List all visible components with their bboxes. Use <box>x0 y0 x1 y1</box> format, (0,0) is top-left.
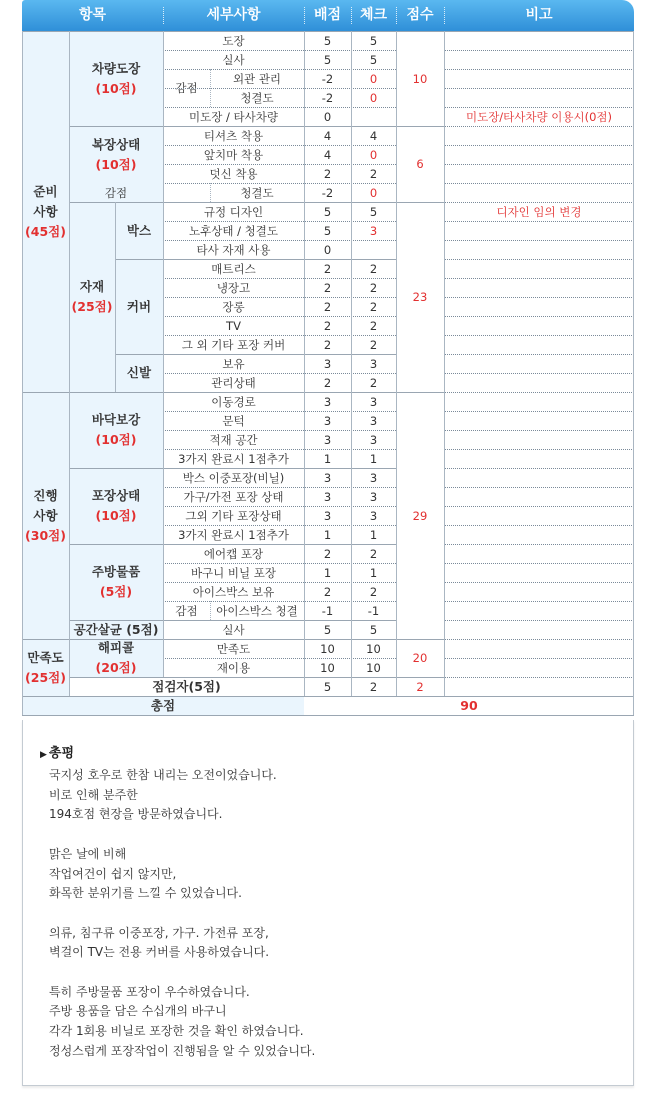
category-title: 자재 <box>79 279 105 294</box>
check-cell: 3 <box>369 432 378 447</box>
category-title: 포장상태 <box>91 488 141 503</box>
summary-paragraph <box>49 983 315 1062</box>
check-cell: 2 <box>369 584 378 599</box>
check-cell: 5 <box>369 204 378 219</box>
check-cell: 2 <box>369 337 378 352</box>
summary-paragraph <box>49 766 315 825</box>
points-cell: 5 <box>323 622 332 637</box>
summary-line: 벽걸이 TV는 전용 커버를 사용하였습니다. <box>49 945 270 960</box>
detail-label: 실사 <box>222 622 245 637</box>
detail-label: 매트리스 <box>211 261 256 276</box>
category-title: 진행 <box>33 487 58 503</box>
points-cell: 2 <box>323 337 332 352</box>
row-divider <box>444 525 634 526</box>
header-item: 항목 <box>78 7 107 23</box>
row-divider <box>69 126 396 127</box>
category-prep <box>22 31 69 392</box>
total-label: 총점 <box>22 696 304 715</box>
row-divider <box>163 658 396 659</box>
category-points: (10점) <box>95 432 137 447</box>
row-divider <box>163 183 396 184</box>
category-title: 신발 <box>126 365 152 380</box>
check-cell: 0 <box>369 185 378 200</box>
points-cell: 2 <box>323 375 332 390</box>
summary-line: 각각 1회용 비닐로 포장한 것을 확인 하였습니다. <box>49 1024 304 1039</box>
row-divider <box>444 392 634 393</box>
detail-label: TV <box>226 318 241 333</box>
summary-title: ▶ 총평 <box>40 746 75 761</box>
row-divider <box>22 715 634 716</box>
inspector-label: 점검자(5점) <box>152 678 221 694</box>
row-divider <box>163 411 396 412</box>
row-divider <box>444 316 634 317</box>
check-cell: 1 <box>369 527 378 542</box>
row-divider <box>163 145 396 146</box>
deduct-label: 감점 <box>69 183 163 202</box>
row-divider <box>444 620 634 621</box>
points-cell: 3 <box>323 356 332 371</box>
note-cell: 디자인 임의 변경 <box>496 204 582 219</box>
detail-label: 가구/가전 포장 상태 <box>183 489 284 504</box>
detail-label: 그 외 기타 포장 커버 <box>181 337 286 352</box>
row-divider <box>163 297 396 298</box>
row-divider <box>22 392 396 393</box>
score-cell: 10 <box>412 71 428 86</box>
category-points: (20점) <box>95 660 137 675</box>
row-divider <box>69 620 396 621</box>
header-separator <box>351 7 352 24</box>
detail-label: 타사 자재 사용 <box>196 242 271 257</box>
row-divider <box>22 639 396 640</box>
row-divider <box>444 202 634 203</box>
detail-label: 바구니 비닐 포장 <box>190 565 277 580</box>
detail-label: 앞치마 착용 <box>203 147 264 162</box>
row-divider <box>444 88 634 89</box>
points-cell: 5 <box>323 223 332 238</box>
row-divider <box>444 259 634 260</box>
column-divider <box>22 31 23 715</box>
subcategory-box <box>115 202 163 259</box>
row-divider <box>163 50 396 51</box>
check-cell: 2 <box>369 280 378 295</box>
row-divider <box>444 183 634 184</box>
detail-label: 에어캡 포장 <box>203 546 264 561</box>
detail-label: 덧신 착용 <box>209 166 258 181</box>
row-divider <box>69 202 396 203</box>
category-points: (10점) <box>95 508 137 523</box>
subcategory-happycall <box>69 639 163 677</box>
check-cell: 2 <box>369 299 378 314</box>
subcategory-space <box>69 620 163 639</box>
category-points: (45점) <box>25 223 66 239</box>
deduct-label: 감점 <box>175 81 198 95</box>
row-divider <box>115 354 396 355</box>
row-divider <box>163 69 396 70</box>
detail-label: 장롱 <box>222 299 245 314</box>
detail-label: 아이스박스 청결 <box>216 603 298 618</box>
summary-line: 작업여건이 쉽지 않지만, <box>49 866 177 881</box>
points-cell: 2 <box>323 280 332 295</box>
row-divider <box>163 582 396 583</box>
summary-line: 주방 용품을 담은 수십개의 바구니 <box>49 1004 227 1019</box>
header-note: 비고 <box>525 7 553 23</box>
row-divider <box>69 677 396 678</box>
total-value: 90 <box>460 697 478 713</box>
row-divider <box>444 126 634 127</box>
summary-line: 194호점 현장을 방문하였습니다. <box>49 807 223 822</box>
summary-line: 화목한 분위기를 느낄 수 있었습니다. <box>49 886 242 901</box>
check-cell: 5 <box>369 622 378 637</box>
check-cell: 3 <box>369 508 378 523</box>
points-cell: 2 <box>323 318 332 333</box>
detail-label: 냉장고 <box>216 280 251 295</box>
detail-label: 도장 <box>222 33 245 48</box>
category-title: 준비 <box>33 183 58 199</box>
check-cell: 2 <box>369 261 378 276</box>
row-divider <box>444 69 634 70</box>
detail-label: 이동경로 <box>211 394 256 409</box>
check-cell: 2 <box>369 375 378 390</box>
points-cell: 3 <box>323 413 332 428</box>
points-cell: 10 <box>320 641 335 656</box>
subcategory-shoes <box>115 354 163 392</box>
row-divider <box>22 696 396 697</box>
points-cell: -2 <box>321 71 334 86</box>
points-cell: 3 <box>323 470 332 485</box>
category-progress <box>22 392 69 639</box>
row-divider <box>444 145 634 146</box>
detail-label: 규정 디자인 <box>203 204 264 219</box>
subcategory-cover <box>115 259 163 354</box>
row-divider <box>444 506 634 507</box>
points-cell: 3 <box>323 394 332 409</box>
row-divider <box>444 373 634 374</box>
points-cell: 3 <box>323 489 332 504</box>
header-score: 점수 <box>406 7 434 23</box>
row-divider <box>69 468 396 469</box>
column-divider <box>444 31 445 696</box>
row-divider <box>444 411 634 412</box>
column-divider <box>396 31 397 696</box>
subcategory-packing <box>69 468 163 544</box>
points-cell: 10 <box>320 660 335 675</box>
category-title: 사항 <box>33 507 58 523</box>
row-divider <box>163 601 396 602</box>
points-cell: -2 <box>321 185 334 200</box>
row-divider <box>444 335 634 336</box>
column-divider <box>304 31 305 696</box>
row-divider <box>444 297 634 298</box>
row-divider <box>444 354 634 355</box>
column-divider <box>210 601 211 620</box>
header-detail: 세부사항 <box>206 7 261 23</box>
check-cell: 5 <box>369 33 378 48</box>
row-divider <box>444 582 634 583</box>
row-divider <box>163 164 396 165</box>
column-divider <box>633 31 634 715</box>
category-title: 박스 <box>126 222 152 238</box>
row-divider <box>444 639 634 640</box>
score-cell: 29 <box>412 508 428 523</box>
check-cell: 10 <box>366 660 381 675</box>
check-cell: 4 <box>369 128 378 143</box>
row-divider <box>444 468 634 469</box>
category-points: (25점) <box>25 669 66 685</box>
row-divider <box>444 658 634 659</box>
category-title: 사항 <box>33 203 58 219</box>
category-satisfaction <box>22 639 69 696</box>
points-cell: 5 <box>323 204 332 219</box>
subcategory-vehicle <box>69 31 163 126</box>
row-divider <box>444 563 634 564</box>
check-cell: -1 <box>367 603 380 618</box>
subcategory-material <box>69 202 115 392</box>
points-cell: 5 <box>323 52 332 67</box>
detail-label: 실사 <box>222 52 245 67</box>
column-divider <box>115 202 116 392</box>
category-points: (25점) <box>71 299 113 314</box>
category-title: 공간살균 (5점) <box>73 621 159 637</box>
detail-label: 그외 기타 포장상태 <box>185 508 282 523</box>
row-divider <box>163 221 396 222</box>
summary-paragraph <box>49 845 315 904</box>
detail-label: 3가지 완료시 1점추가 <box>178 451 289 466</box>
row-divider <box>163 316 396 317</box>
check-cell: 3 <box>369 470 378 485</box>
subcategory-kitchen <box>69 544 163 620</box>
score-cell: 6 <box>416 157 424 171</box>
column-divider <box>351 31 352 696</box>
category-title: 복장상태 <box>91 136 141 152</box>
header-check: 체크 <box>359 7 388 23</box>
points-cell: 5 <box>323 33 332 48</box>
points-cell: 4 <box>323 147 332 162</box>
row-divider <box>163 107 396 108</box>
check-cell: 5 <box>369 52 378 67</box>
row-divider <box>444 544 634 545</box>
row-divider <box>115 259 396 260</box>
row-divider <box>396 677 444 678</box>
row-divider <box>444 487 634 488</box>
summary-line: 특히 주방물품 포장이 우수하였습니다. <box>49 984 250 999</box>
check-cell <box>351 107 396 126</box>
row-divider <box>163 525 396 526</box>
row-divider <box>163 335 396 336</box>
check-cell: 0 <box>369 90 378 105</box>
row-divider <box>396 639 444 640</box>
detail-label: 미도장 / 타사차량 <box>189 109 278 124</box>
category-title: 해피콜 <box>97 640 135 655</box>
summary-line: 맑은 날에 비해 <box>49 846 127 861</box>
points-cell: 0 <box>323 109 332 124</box>
detail-label: 3가지 완료시 1점추가 <box>178 527 289 542</box>
category-title: 만족도 <box>27 649 64 665</box>
row-divider <box>444 278 634 279</box>
row-divider <box>444 240 634 241</box>
points-cell: 2 <box>323 546 332 561</box>
row-divider <box>444 449 634 450</box>
row-divider <box>444 50 634 51</box>
row-divider <box>163 449 396 450</box>
points-cell: 2 <box>323 261 332 276</box>
points-cell: 2 <box>323 584 332 599</box>
category-points: (5점) <box>99 584 133 599</box>
points-cell: 2 <box>323 166 332 181</box>
row-divider <box>163 373 396 374</box>
row-divider <box>163 240 396 241</box>
detail-label: 관리상태 <box>211 375 256 390</box>
deduct-label: 감점 <box>175 603 198 618</box>
check-cell: 3 <box>369 413 378 428</box>
points-cell: 1 <box>323 565 332 580</box>
summary-line: 국지성 호우로 한참 내리는 오전이었습니다. <box>49 768 277 782</box>
detail-label: 청결도 <box>240 185 274 200</box>
row-divider <box>444 107 634 108</box>
row-divider <box>444 164 634 165</box>
check-cell: 3 <box>369 394 378 409</box>
summary-section <box>22 720 634 1086</box>
header-separator <box>304 7 305 24</box>
category-title: 바닥보강 <box>91 412 141 427</box>
row-divider <box>163 487 396 488</box>
column-divider <box>69 31 70 696</box>
detail-label: 박스 이중포장(비닐) <box>182 470 285 485</box>
check-cell: 10 <box>366 641 381 656</box>
column-divider <box>210 183 211 202</box>
category-title: 주방물품 <box>91 564 141 579</box>
row-divider <box>22 31 396 32</box>
row-divider <box>444 221 634 222</box>
row-divider <box>396 202 444 203</box>
check-cell: 1 <box>369 565 378 580</box>
summary-body <box>49 766 315 1081</box>
check-cell: 0 <box>369 71 378 86</box>
points-cell: -1 <box>321 603 334 618</box>
points-cell: 4 <box>323 128 332 143</box>
summary-line: 정성스럽게 포장작업이 진행됨을 알 수 있었습니다. <box>49 1043 316 1058</box>
header-points: 배점 <box>313 7 342 23</box>
table-header <box>22 0 634 31</box>
check-cell <box>351 240 396 259</box>
points-cell: 1 <box>323 451 332 466</box>
score-cell: 23 <box>412 290 428 304</box>
row-divider <box>396 696 444 697</box>
row-divider <box>444 696 634 697</box>
subcategory-uniform <box>69 126 163 183</box>
check-cell: 2 <box>369 318 378 333</box>
category-points: (10점) <box>95 80 137 96</box>
row-divider <box>163 506 396 507</box>
row-divider <box>396 392 444 393</box>
row-divider <box>444 677 634 678</box>
detail-label: 보유 <box>222 356 245 371</box>
row-divider <box>444 430 634 431</box>
triangle-icon: ▶ <box>40 750 47 760</box>
category-points: (30점) <box>25 527 66 543</box>
detail-label: 티셔츠 착용 <box>203 128 264 143</box>
score-cell: 20 <box>412 651 428 665</box>
category-title: 커버 <box>126 298 152 314</box>
points-cell: 0 <box>323 242 332 257</box>
points-cell: 3 <box>323 432 332 447</box>
points-cell: 5 <box>323 679 332 694</box>
summary-line: 비로 인해 분주한 <box>49 787 138 802</box>
category-points: (10점) <box>95 156 137 172</box>
row-divider <box>396 31 444 32</box>
detail-label: 외관 관리 <box>232 71 282 86</box>
row-divider <box>444 31 634 32</box>
header-separator <box>163 7 164 24</box>
row-divider <box>444 601 634 602</box>
detail-label: 적재 공간 <box>209 432 258 447</box>
column-divider <box>163 31 164 677</box>
summary-line: 의류, 침구류 이중포장, 가구. 가전류 포장, <box>49 925 269 940</box>
row-divider <box>163 88 396 89</box>
detail-label: 재이용 <box>216 660 251 675</box>
note-cell: 미도장/타사차량 이용시(0점) <box>465 109 613 124</box>
detail-label: 청결도 <box>240 90 274 105</box>
header-separator <box>444 7 445 24</box>
detail-label: 노후상태 / 청결도 <box>189 223 278 238</box>
check-cell: 3 <box>369 489 378 504</box>
check-cell: 3 <box>369 356 378 371</box>
row-divider <box>396 126 444 127</box>
detail-label: 문턱 <box>222 413 245 428</box>
category-title: 차량도장 <box>91 60 141 76</box>
score-cell: 2 <box>416 679 424 694</box>
subcategory-floor <box>69 392 163 468</box>
summary-paragraph <box>49 924 315 963</box>
check-cell: 2 <box>369 546 378 561</box>
points-cell: 1 <box>323 527 332 542</box>
check-cell: 2 <box>369 166 378 181</box>
points-cell: -2 <box>321 90 334 105</box>
row-divider <box>163 563 396 564</box>
detail-label: 아이스박스 보유 <box>192 584 275 599</box>
row-divider <box>163 430 396 431</box>
check-cell: 0 <box>369 147 378 162</box>
row-divider <box>163 278 396 279</box>
check-cell: 2 <box>369 679 378 694</box>
points-cell: 3 <box>323 508 332 523</box>
header-separator <box>396 7 397 24</box>
check-cell: 3 <box>369 223 378 238</box>
row-divider <box>69 544 396 545</box>
detail-label: 만족도 <box>216 641 251 656</box>
check-cell: 1 <box>369 451 378 466</box>
points-cell: 2 <box>323 299 332 314</box>
